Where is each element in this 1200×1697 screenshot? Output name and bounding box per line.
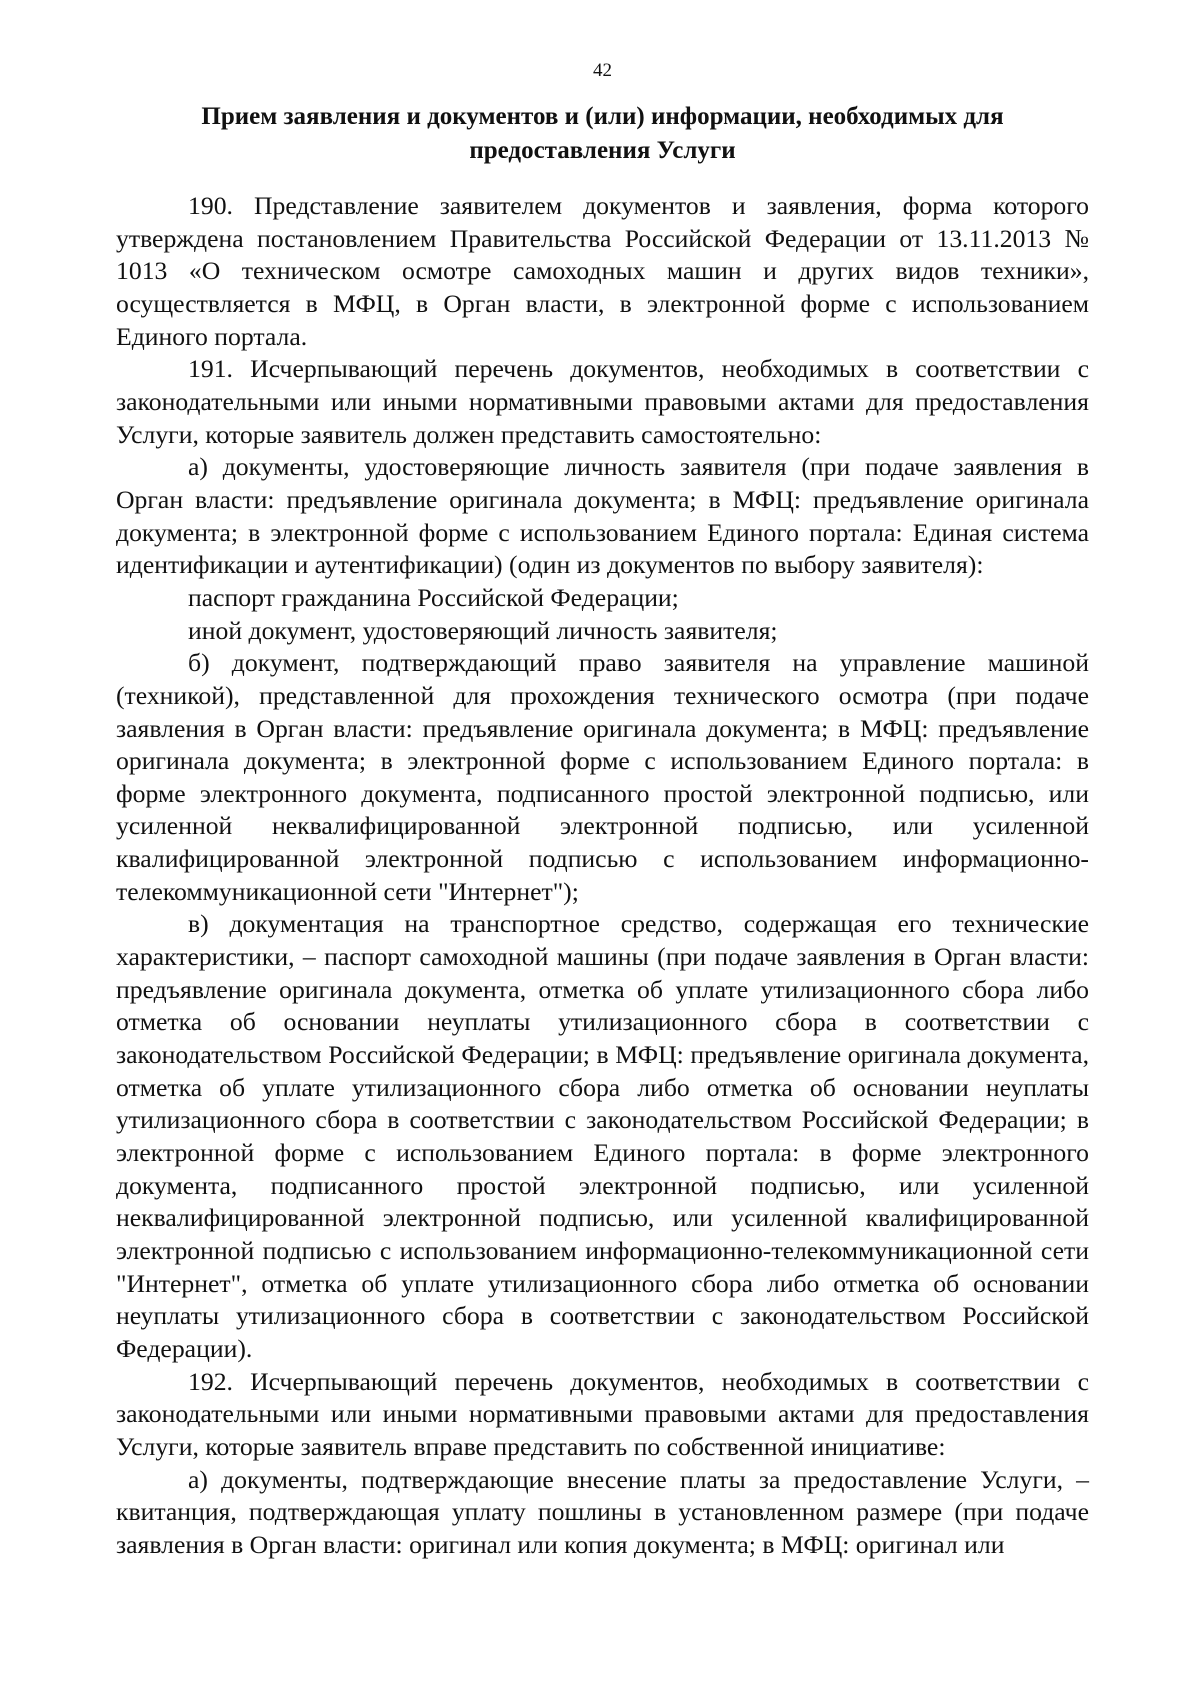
- document-page: [116, 58, 1089, 1562]
- paragraph-192-a: а) документы, подтверждающие внесение платы за предоставление Услуги, – квитанция, подтверждающая уплату пошлины в установленном размере (при подаче заявления в Орган власти: оригинал или копия документа; в МФЦ: оригинал или: [116, 1464, 1089, 1559]
- document-body: [116, 190, 1089, 1562]
- page-number: 42: [593, 60, 612, 81]
- section-heading: Прием заявления и документов и (или) информации, необходимых для предоставления Услуги: [201, 103, 1004, 164]
- paragraph-191-b: б) документ, подтверждающий право заявителя на управление машиной (техникой), представленной для прохождения технического осмотра (при подаче заявления в Орган власти: предъявление оригинала документа; в МФЦ: предъявление оригинала документа; в электронной форме с использованием Единого портала: в форме электронного документа, подписанного простой электронной подписью, или усиленной неквалифицированной электронной подписью, или усиленной квалифицированной электронной подписью с использованием информационно-телекоммуникационной сети "Интернет");: [116, 648, 1089, 906]
- paragraph-190: 190. Представление заявителем документов и заявления, форма которого утверждена постановлением Правительства Российской Федерации от 13.11.2013 № 1013 «О техническом осмотре самоходных машин и других видов техники», осуществляется в МФЦ, в Орган власти, в электронной форме с использованием Единого портала.: [116, 191, 1089, 351]
- paragraph-192: 192. Исчерпывающий перечень документов, необходимых в соответствии с законодательными или иными нормативными правовыми актами для предоставления Услуги, которые заявитель вправе представить по собственной инициативе:: [116, 1366, 1089, 1461]
- paragraph-191-a: а) документы, удостоверяющие личность заявителя (при подаче заявления в Орган власти: предъявление оригинала документа; в МФЦ: предъявление оригинала документа; в электронной форме с использованием Единого портала: Единая система идентификации и аутентификации) (один из документов по выбору заявителя):: [116, 452, 1089, 580]
- list-item-passport: паспорт гражданина Российской Федерации;: [188, 582, 679, 612]
- paragraph-191-v: в) документация на транспортное средство, содержащая его технические характеристики, – паспорт самоходной машины (при подаче заявления в Орган власти: предъявление оригинала документа, отметка об уплате утилизационного сбора либо отметка об основании неуплаты утилизационного сбора в соответствии с законодательством Российской Федерации; в МФЦ: предъявление оригинала документа, отметка об уплате утилизационного сбора либо отметка об основании неуплаты утилизационного сбора в соответствии с законодательством Российской Федерации; в электронной форме с использованием Единого портала: в форме электронного документа, подписанного простой электронной подписью, или усиленной неквалифицированной электронной подписью, или усиленной квалифицированной электронной подписью с использованием информационно-телекоммуникационной сети "Интернет", отметка об уплате утилизационного сбора либо отметка об основании неуплаты утилизационного сбора в соответствии с законодательством Российской Федерации).: [116, 909, 1089, 1363]
- list-item-other-id: иной документ, удостоверяющий личность заявителя;: [188, 615, 778, 645]
- paragraph-191: 191. Исчерпывающий перечень документов, необходимых в соответствии с законодательными или иными нормативными правовыми актами для предоставления Услуги, которые заявитель должен представить самостоятельно:: [116, 354, 1089, 449]
